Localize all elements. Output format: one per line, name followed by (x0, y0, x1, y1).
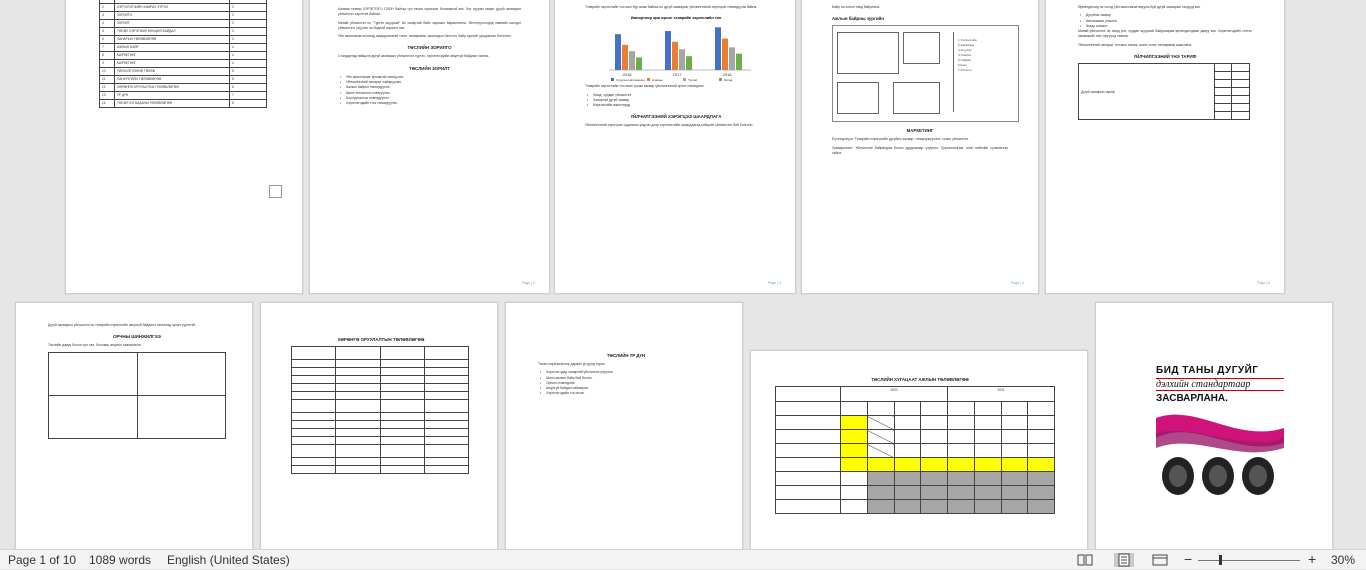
table-row (776, 402, 1055, 416)
table-row (100, 52, 267, 60)
table-row (100, 44, 267, 52)
table-row (100, 12, 267, 20)
schedule-cell (974, 416, 1001, 430)
schedule-cell (974, 472, 1001, 486)
list-item: • Орлого нэмэгдэнэ. (538, 381, 714, 386)
legend-swatch (647, 78, 650, 81)
schedule-cell (1028, 402, 1055, 416)
poster (1156, 365, 1284, 510)
schedule-cell (921, 402, 948, 416)
header-cell (776, 387, 841, 402)
page-9[interactable] (750, 350, 1088, 560)
schedule-cell (1028, 444, 1055, 458)
word-count[interactable]: 1089 words (89, 553, 152, 567)
row-index: 5 (100, 28, 115, 36)
row-page: 6 (230, 84, 267, 92)
heading: ТӨСЛИЙН ЗОРИЛТ (409, 65, 450, 71)
schedule-cell (974, 458, 1001, 472)
task-cell (776, 430, 841, 444)
bar (636, 58, 642, 71)
x-tick-label: 2017 (672, 72, 682, 78)
legend-label: Суудлын автомашин (616, 78, 645, 83)
list-item: • Борлуулалтыг нэмэгдүүлэх. (338, 96, 521, 101)
row-index: 14 (100, 100, 115, 108)
heading: ТӨСЛИЙН ХУГАЦААТ АЖЛЫН ТӨЛӨВЛӨГӨӨ (871, 377, 969, 382)
tire-graphic (1156, 408, 1284, 498)
schedule-cell (948, 486, 975, 500)
heading: ТӨСЛИЙН ҮР ДҮН (606, 353, 646, 358)
page-number: Page | 5 (1257, 281, 1270, 285)
legend-swatch (611, 78, 614, 81)
page4-text: Бүтээгдэхүүн: Тээврийн хэрэгслийн дугуйны засвар, тэнцвэржүүлэлт, солих үйлчилгээ. (832, 137, 969, 142)
schedule-cell (1028, 472, 1055, 486)
schedule-cell (921, 458, 948, 472)
investment-table (291, 346, 469, 474)
checkbox-marker[interactable] (269, 185, 282, 198)
legend-swatch (719, 78, 722, 81)
table-row (100, 92, 267, 100)
legend-swatch (683, 78, 686, 81)
page3-text: Үйлчилгээний хэрэгцээг судалсны үндсэн дээр хэрэглэгчийн шаардлагад нийцсэн үйлчилгээг бий болгоно. (585, 123, 754, 128)
table-row (776, 472, 1055, 486)
page-10[interactable] (1095, 302, 1333, 560)
heading: ТӨСЛИЙН ЗОРИЛГО (407, 45, 452, 51)
schedule-cell (948, 430, 975, 444)
schedule-cell (921, 500, 948, 514)
schedule-cell (867, 402, 894, 416)
table-header-row (776, 387, 1055, 402)
table-row (100, 68, 267, 76)
zoom-level[interactable]: 30% (1331, 553, 1356, 567)
schedule-cell (974, 402, 1001, 416)
schedule-cell (1028, 500, 1055, 514)
language-indicator[interactable]: English (United States) (167, 553, 290, 567)
x-tick-label: 2016 (622, 72, 632, 78)
page-4[interactable] (801, 0, 1039, 294)
task-cell (776, 444, 841, 458)
zoom-out-button[interactable]: − (1184, 551, 1193, 567)
task-cell (776, 416, 841, 430)
schedule-cell (867, 500, 894, 514)
schedule-cell (1001, 500, 1028, 514)
bar (686, 56, 692, 70)
row-page: 5 (230, 76, 267, 84)
list-item: • Ажлын байрыг нэмэгдүүлэх. (338, 85, 521, 90)
table-row (100, 76, 267, 84)
schedule-cell (974, 430, 1001, 444)
row-index: 12 (100, 84, 115, 92)
schedule-cell (894, 472, 921, 486)
row-page: 2 (230, 4, 267, 12)
row-page: 2 (230, 20, 267, 28)
row-page: 8 (230, 100, 267, 108)
page6-text: Дугуй засварын үйлчилгээ нь тээврийн хэрэгслийн аюулгүй байдлыг хангахад чухал үүрэгтэй. (48, 323, 197, 327)
list-item: • Хэрэглэгчдийн тоо өснө. (538, 391, 714, 396)
legend-label: Бусад (724, 78, 733, 83)
page3-text: Тээврийн хэрэгслийн тоо жил бүр өсөж байгаа нь дугуй засварын үйлчилгээний хэрэгцээг нэмэгдүүлж байна. (585, 5, 758, 9)
page2-text: Стандартад нийцсэн дугуй засварын үйлчилгээг хүргэх, хэрэглэгчдийн аюулгүй байдлыг хангах. (338, 54, 490, 59)
schedule-cell (1001, 472, 1028, 486)
row-title: ЗОРИЛТО (115, 12, 230, 20)
row-page: 4 (230, 60, 267, 68)
row-page: 5 (230, 68, 267, 76)
schedule-cell (841, 458, 868, 472)
legend-label: Ачааны (652, 78, 663, 83)
schedule-cell (1001, 402, 1028, 416)
schedule-cell (841, 402, 868, 416)
page-count[interactable]: Page 1 of 10 (8, 553, 77, 567)
page4-text: Хуваарилалт: Үйлчилгээг байрандаа болон дуудлагаар үзүүлнэ. Сурталчилгааг олон нийтийн сүлжээгээр хийнэ. (832, 145, 1008, 155)
schedule-cell (867, 458, 894, 472)
list-item: • Дугуйны засвар (1078, 13, 1252, 18)
schedule-cell (841, 430, 868, 444)
bar-chart (605, 22, 755, 84)
zoom-in-button[interactable]: + (1308, 551, 1317, 567)
table-row (100, 100, 267, 108)
row-title: ҮР ДҮН (115, 92, 230, 100)
table-row (776, 430, 1055, 444)
heading: Ажлын байрны зургийн (832, 16, 884, 22)
table-row (100, 4, 267, 12)
heading: ҮЙЛЧИЛГЭЭНИЙ ҮНЭ ТАРИФ (1133, 54, 1197, 60)
page-number: Page | 3 (768, 281, 781, 285)
schedule-cell (894, 402, 921, 416)
row-index: 11 (100, 76, 115, 84)
list-item: • Шинэ технологи нэвтрүүлэх. (338, 91, 521, 96)
schedule-cell (921, 416, 948, 430)
row-title: АЖЛЫН БАЙР (115, 44, 230, 52)
zoom-slider[interactable] (1198, 560, 1300, 561)
schedule-cell (867, 444, 894, 458)
schedule-cell (841, 486, 868, 500)
row-page: 3 (230, 28, 267, 36)
list-item: • Хэрэглэгчдэд чанартай үйлчилгээ үзүүлнэ. (538, 370, 714, 375)
row-page: 4 (230, 52, 267, 60)
schedule-cell (974, 486, 1001, 500)
list-item: • Үйл ажиллагааг эрчимтэй хөгжүүлэх. (338, 75, 521, 80)
price-table: Дугуй засварын тариф (1078, 63, 1250, 120)
poster-line1: БИД ТАНЫ ДУГУЙГ (1156, 365, 1259, 376)
row-index: 8 (100, 52, 115, 60)
page5-text: Манай үйлчилгээ нь хямд үнэ, хурдан шуурхай байдлаараа өрсөлдөгчдөөс давуу юм. Хэрэглэгчдийн сэтгэл ханамжийг нэн тэргүүнд тавина. (1078, 29, 1252, 39)
row-index: 6 (100, 36, 115, 44)
table-row (100, 60, 267, 68)
schedule-cell (867, 416, 894, 430)
schedule-cell (948, 458, 975, 472)
task-cell (776, 458, 841, 472)
schedule-cell (974, 500, 1001, 514)
schedule-table (775, 386, 1055, 514)
row-page: 2 (230, 12, 267, 20)
schedule-cell (867, 472, 894, 486)
schedule-cell (921, 486, 948, 500)
schedule-cell (867, 430, 894, 444)
schedule-cell (1028, 458, 1055, 472)
heading: ОРЧНЫ ШИНЖИЛГЭЭ (113, 334, 161, 340)
page-3[interactable] (554, 0, 796, 294)
schedule-cell (1028, 416, 1055, 430)
task-cell (776, 402, 841, 416)
schedule-cell (921, 444, 948, 458)
list-item: • Хэрэглэгчдийн тоог нэмэгдүүлэх. (338, 101, 521, 106)
task-cell (776, 486, 841, 500)
bar (622, 45, 628, 70)
row-title: МАРКЕТИНГ (115, 60, 230, 68)
page2-text: Үйл ажиллагаа эхлэхэд шаардлагатай тоног төхөөрөмж, ажилчдын бэлтгэл, байр зэргийг урьдчилан бэлтгэнэ. (338, 34, 512, 39)
page-7[interactable] (260, 302, 498, 562)
page-1[interactable] (65, 0, 303, 294)
row-title: ҮЙЛЧИЛГЭЭНИЙ ТӨЛӨВ (115, 68, 230, 76)
table-row (100, 36, 267, 44)
task-cell (776, 472, 841, 486)
bar (729, 48, 735, 71)
poster-line2: дэлхийн стандартаар (1156, 378, 1284, 391)
schedule-cell (894, 444, 921, 458)
schedule-cell (1001, 444, 1028, 458)
row-index: 4 (100, 20, 115, 28)
schedule-cell (921, 430, 948, 444)
row-title: ЗОРИЛТ (115, 20, 230, 28)
swot-table (48, 352, 226, 439)
bar (722, 39, 728, 70)
x-tick-label: 2018 (722, 72, 732, 78)
web-layout-icon[interactable] (1152, 553, 1168, 567)
bar (615, 34, 621, 70)
bar (665, 31, 671, 70)
schedule-cell (841, 472, 868, 486)
page5-text: Үйлчилгээний чанарыг тогтмол хянаж, шинэ тоног төхөөрөмж ашиглана. (1078, 42, 1193, 47)
schedule-cell (867, 486, 894, 500)
row-title: САНХҮҮГИЙН ТӨЛӨВЛӨГӨӨ (115, 76, 230, 84)
schedule-cell (1028, 430, 1055, 444)
bar (679, 50, 685, 71)
list-item: • Мэргэжлийн ажилтнууд. (585, 103, 767, 108)
poster-line3: ЗАСВАРЛАНА. (1156, 393, 1228, 404)
list-item: • Хямд, хурдан үйлчилгээ. (585, 93, 767, 98)
read-mode-icon[interactable] (1077, 553, 1093, 567)
row-page: 3 (230, 36, 267, 44)
schedule-cell (894, 416, 921, 430)
page-2[interactable] (309, 0, 550, 294)
schedule-cell (894, 458, 921, 472)
schedule-cell (948, 402, 975, 416)
list-item: • Агаар шахалт (1078, 24, 1252, 29)
schedule-cell (894, 430, 921, 444)
task-cell (776, 500, 841, 514)
schedule-cell (1001, 458, 1028, 472)
row-title: ХЭРЭГЛЭГЧИЙН ХАМРАХ ХҮРЭЭ (115, 4, 230, 12)
schedule-cell (948, 416, 975, 430)
bar (629, 51, 635, 70)
row-title: МАРКЕТИНГ (115, 52, 230, 60)
table-row (100, 20, 267, 28)
row-page: 7 (230, 92, 267, 100)
contents-table (99, 0, 267, 108)
zoom-slider-thumb[interactable] (1219, 555, 1222, 565)
schedule-cell (894, 500, 921, 514)
row-index: 3 (100, 12, 115, 20)
row-title: ЧАНАРЫН ТӨЛӨВЛӨГӨӨ (115, 36, 230, 44)
page-number: Page | 4 (1011, 281, 1024, 285)
schedule-cell (1028, 486, 1055, 500)
table-row (100, 84, 267, 92)
list-item: • Аюулгүй байдал сайжирна. (538, 386, 714, 391)
page-8[interactable] (505, 302, 743, 562)
list-item: • Чанартай дугуй засвар. (585, 98, 767, 103)
page6-text: Төслийн давуу болон сул тал, боломж, аюулыг шинжилсэн. (48, 343, 142, 348)
year-header: 2021 (948, 387, 1055, 402)
schedule-cell (1001, 416, 1028, 430)
row-index: 2 (100, 4, 115, 12)
schedule-cell (948, 500, 975, 514)
floor-plan-diagram: 1 Хүлээлгийн 2 Засварын 3 Агуулах 4 Угаалга 5 Оффис 6 Касс 7 Зогсоол (832, 25, 1019, 122)
page2-text: Аливаа тээвэр ХЭРЭГЛЭГЧ ОЛОН байгаа тул төсөл хэрэгжих боломжтой юм. Хот суурин газарт дугуй засварын үйлчилгээ хэрэгтэй байгаа. (338, 7, 521, 17)
schedule-cell (921, 472, 948, 486)
table-row (776, 500, 1055, 514)
bar (736, 54, 742, 70)
row-index: 10 (100, 68, 115, 76)
status-bar (0, 549, 1366, 569)
legend-label: Тусгай (688, 78, 698, 83)
page-5[interactable] (1045, 0, 1285, 294)
table-row (776, 416, 1055, 430)
schedule-cell (894, 486, 921, 500)
schedule-cell (948, 472, 975, 486)
year-header: 2020 (841, 387, 948, 402)
schedule-cell (1001, 486, 1028, 500)
heading: ХӨРӨНГӨ ОРУУЛАЛТЫН ТӨЛӨВЛӨГӨӨ (337, 337, 425, 342)
row-index: 9 (100, 60, 115, 68)
schedule-cell (974, 444, 1001, 458)
print-layout-icon[interactable] (1114, 553, 1134, 567)
row-index: 13 (100, 92, 115, 100)
page8-text: Төсөл хэрэгжсэнээр дараах үр дүнд хүрнэ. (538, 362, 606, 366)
page5-text: Өрсөлдөгчид нь хотод үйл ажиллагаа явуулж буй дугуй засварын газрууд юм. (1078, 5, 1201, 9)
page-number: Page | 2 (522, 281, 535, 285)
table-row (776, 444, 1055, 458)
bar (715, 28, 721, 71)
row-page: 4 (230, 44, 267, 52)
row-index: 7 (100, 44, 115, 52)
page3-text: Тээврийн хэрэгслийн тоо өсөх тусам засвар үйлчилгээний эрэлт нэмэгдэнэ. (585, 84, 705, 89)
row-title: ХӨРӨНГӨ ОРУУЛАЛТЫН ТӨЛӨВЛӨГӨӨ (115, 84, 230, 92)
row-title: ТӨСӨЛ ХЭРЭГЖИХ НӨХЦӨЛ БАЙДАЛ (115, 28, 230, 36)
schedule-cell (841, 416, 868, 430)
chart-title: Импортоор орж ирсэн тээврийн хэрэгслийн тоо (630, 16, 722, 21)
heading: ҮЙЛЧИЛГЭЭНИЙ ХЭРЭГЦЭЭ ШААРДЛАГА (630, 114, 722, 120)
list-item: • Шинэ ажлын байр бий болно. (538, 376, 714, 381)
page-6[interactable] (15, 302, 253, 562)
schedule-cell (841, 500, 868, 514)
page2-text: Манай үйлчилгээ нь "Тургэн шуурхай" ба чанартай байх зарчмыг баримтална. Үйлчлүүлэгчдэд хамгийн шилдэг үйлчилгээг үзүүлэх нь бидний зорилго юм. (338, 20, 521, 30)
schedule-cell (841, 444, 868, 458)
table-row (776, 458, 1055, 472)
page4-text: Байр нь хотын төвд байрлана. (832, 5, 880, 9)
heading: МАРКЕТИНГ (906, 128, 934, 134)
list-item: • Автомашин угаалга (1078, 19, 1252, 24)
row-title: ТӨСӨЛ ХУГАЦААНЫ ТӨЛӨВЛӨГӨӨ (115, 100, 230, 108)
list-item: • Үйлчилгээний чанарыг сайжруулах. (338, 80, 521, 85)
schedule-cell (1001, 430, 1028, 444)
bar (672, 42, 678, 70)
schedule-cell (948, 444, 975, 458)
table-row (100, 28, 267, 36)
table-row (776, 486, 1055, 500)
